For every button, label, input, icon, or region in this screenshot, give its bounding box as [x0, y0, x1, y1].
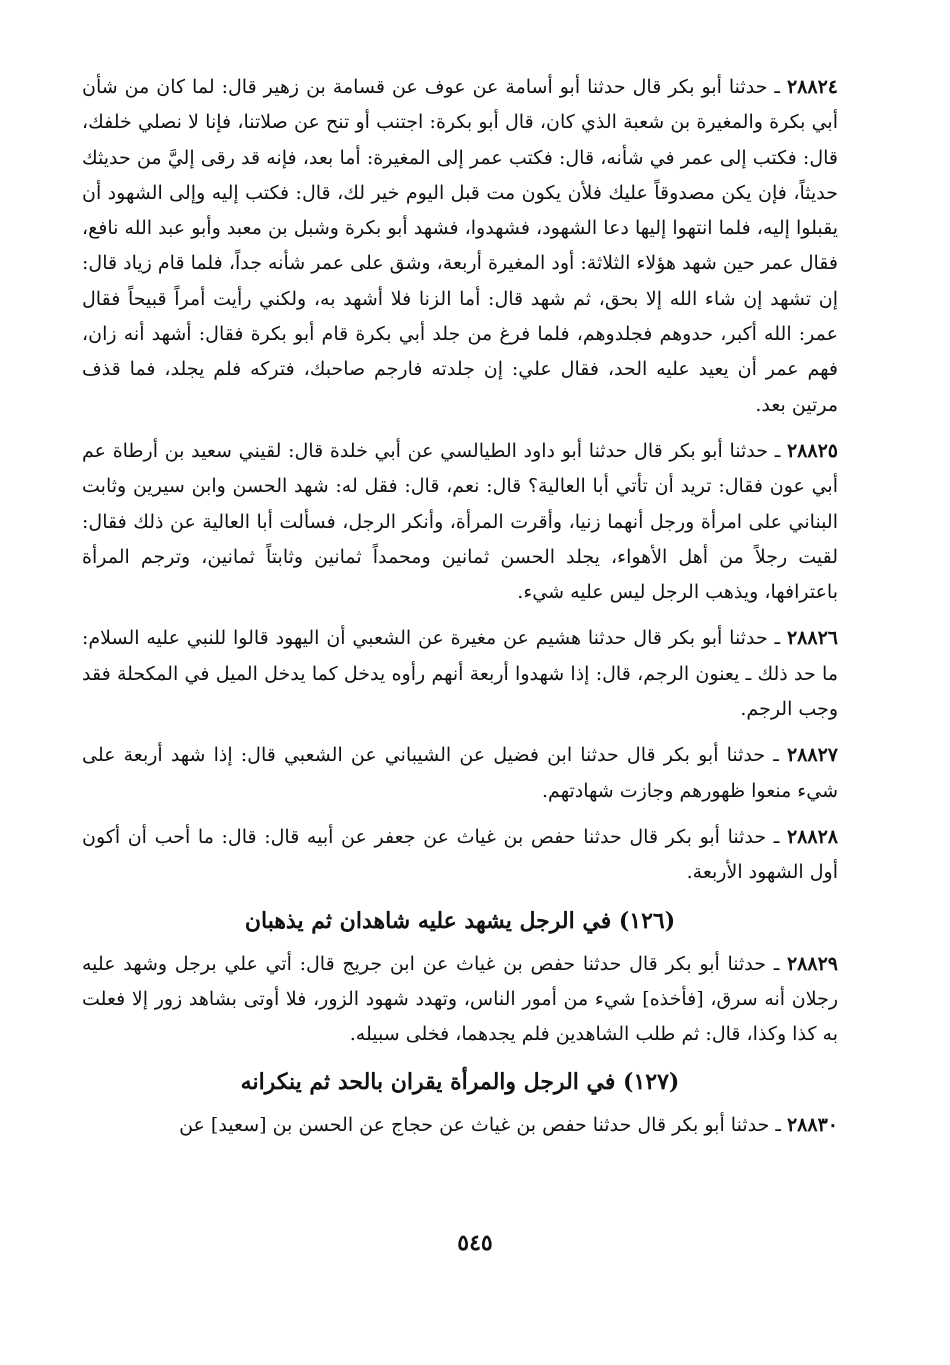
hadith-28827	[82, 738, 838, 809]
page-body	[82, 70, 838, 1155]
hadith-number: ٢٨٨٢٩	[786, 952, 838, 975]
chapter-heading-127: (١٢٧) في الرجل والمرأة يقران بالحد ثم ينكرانه	[240, 1069, 680, 1096]
hadith-28824	[82, 70, 838, 423]
hadith-number: ٢٨٨٢٥	[786, 439, 838, 462]
chapter-heading-126: (١٢٦) في الرجل يشهد عليه شاهدان ثم يذهبان	[244, 907, 676, 934]
hadith-number: ٢٨٨٢٧	[786, 744, 838, 767]
hadith-number: ٢٨٨٢٦	[786, 627, 838, 650]
hadith-28828	[82, 820, 838, 891]
hadith-text: ـ حدثنا أبو بكر قال حدثنا أبو داود الطيالسي عن أبي خلدة قال: لقيني سعيد بن أرطاة عم أبي عون فقال: تريد أن تأتي أبا العالية؟ قال: نعم، قال: فقل له: شهد الحسن وابن سيرين وثابت البناني على امرأة ورجل أنهما زنيا، وأقرت المرأة، وأنكر الرجل، فسألت أبا العالية عن ذلك فقال: لقيت رجلاً من أهل الأهواء، يجلد الحسن ثمانين ومحمداً ثمانين وثابتاً ثمانين، وترجم المرأة باعترافها، ويذهب الرجل ليس عليه شيء.	[82, 439, 838, 604]
hadith-text: ـ حدثنا أبو بكر قال حدثنا أبو أسامة عن عوف عن قسامة بن زهير قال: لما كان من شأن أبي بكرة والمغيرة بن شعبة الذي كان، قال أبو بكرة: اجتنب أو تنح عن صلاتنا، فإنا لا نصلي خلفك، قال: فكتب إلى عمر في شأنه، قال: فكتب عمر إلى المغيرة: أما بعد، فإنه قد رقى إليَّ من حديثك حديثاً، فإن يكن مصدوقاً عليك فلأن يكون مت قبل اليوم خير لك، قال: فكتب إليه وإلى الشهود أن يقبلوا إليه، فلما انتهوا إليها دعا الشهود، فشهدوا، فشهد أبو بكرة وشبل بن معبد وأبو عبد الله نافع، فقال عمر حين شهد هؤلاء الثلاثة: أود المغيرة أربعة، وشق على عمر شأنه جداً، فلما قام زياد قال: إن تشهد إن شاء الله إلا بحق، ثم شهد قال: أما الزنا فلا أشهد به، ولكني رأيت أمراً قبيحاً فقال عمر: الله أكبر، حدوهم فجلدوهم، فلما فرغ من جلد أبي بكرة قام أبو بكرة فقال: أشهد أنه زان، فهم عمر أن يعيد عليه الحد، فقال علي: إن جلدته فارجم صاحبك، فتركه فلم يجلد، فما قذف مرتين بعد.	[82, 76, 838, 416]
hadith-number: ٢٨٨٢٤	[786, 76, 838, 98]
hadith-text: ـ حدثنا أبو بكر قال حدثنا حفص بن غياث عن ابن جريج قال: أتي علي برجل وشهد عليه رجلان أنه سرق، [فأخذه] شيء من أمور الناس، وتهدد شهود الزور، فلا أوتى بشاهد زور إلا فعلت به كذا وكذا، قال: ثم طلب الشاهدين فلم يجدهما، فخلى سبيله.	[82, 952, 838, 1046]
hadith-number: ٢٨٨٢٨	[786, 825, 838, 848]
page-number: ٥٤٥	[457, 1230, 493, 1256]
hadith-28829	[82, 947, 838, 1053]
hadith-28826	[82, 621, 838, 727]
hadith-text: ـ حدثنا أبو بكر قال حدثنا هشيم عن مغيرة عن الشعبي أن اليهود قالوا للنبي عليه السلام: ما حد ذلك ـ يعنون الرجم، قال: إذا شهدوا أربعة أنهم رأوه يدخل كما يدخل الميل في المكحلة فقد وجب الرجم.	[82, 627, 838, 721]
hadith-number: ٢٨٨٣٠	[786, 1114, 838, 1137]
hadith-28830	[82, 1108, 838, 1143]
hadith-text: ـ حدثنا أبو بكر قال حدثنا حفص بن غياث عن جعفر عن أبيه قال: قال: ما أحب أن أكون أول الشهود الأربعة.	[82, 825, 838, 884]
hadith-28825	[82, 434, 838, 610]
hadith-text: ـ حدثنا أبو بكر قال حدثنا ابن فضيل عن الشيباني عن الشعبي قال: إذا شهد أربعة على شيء منعوا ظهورهم وجازت شهادتهم.	[82, 744, 838, 802]
hadith-text: ـ حدثنا أبو بكر قال حدثنا حفص بن غياث عن حجاج عن الحسن بن [سعيد] عن	[179, 1114, 787, 1137]
